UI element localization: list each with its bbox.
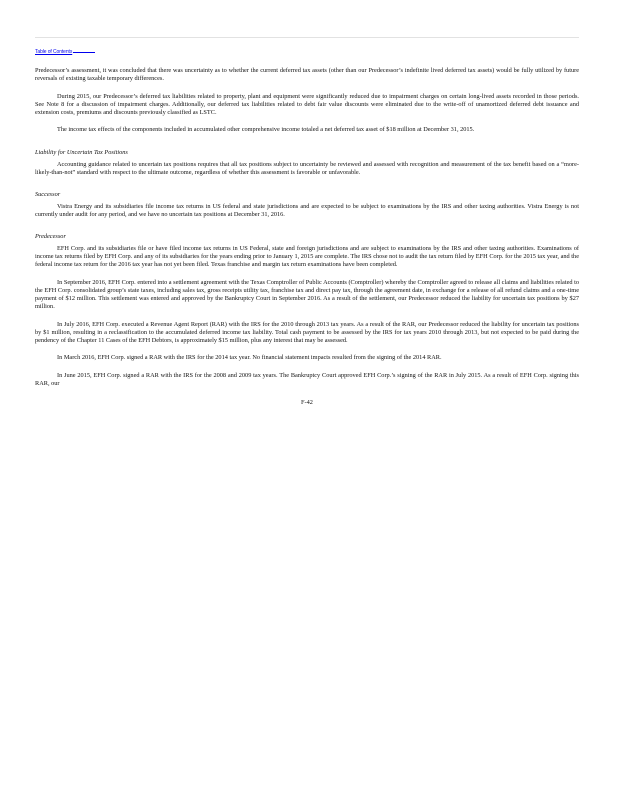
paragraph-rar-2010-2013: In July 2016, EFH Corp. executed a Revenue Agent Report (RAR) with the IRS for the 2010 through 2013 tax years. As a result of the RAR, our Predecessor reduced the liability for uncertain tax positions by $1 million, resulting in a reclassification to the accumulated deferred income tax liability. Total cash payment to be assessed by the IRS for tax years 2010 through 2013, but not expected to be paid during the pendency of the Chapter 11 Cases of the EFH Debtors, is approximately $15 million, plus any interest that may be assessed. <box>35 320 579 344</box>
table-of-contents-link[interactable]: Table of Contents <box>35 49 95 55</box>
heading-liability-uncertain-tax: Liability for Uncertain Tax Positions <box>35 148 128 156</box>
paragraph-accounting-guidance: Accounting guidance related to uncertain tax positions requires that all tax positions subject to uncertainty be reviewed and assessed with recognition and measurement of the tax benefit based on a “more-likely-than-not” standard with respect to the ultimate outcome, regardless of whether this assessment is favorable or unfavorable. <box>35 160 579 176</box>
paragraph-predecessor-returns: EFH Corp. and its subsidiaries file or have filed income tax returns in US Federal, state and foreign jurisdictions and are subject to examinations by the IRS and other taxing authorities. Examinations of income tax returns filed by EFH Corp. and any of its subsidiaries for the years ending prior to January 1, 2015 are complete. The IRS chose not to audit the tax return filed by EFH Corp. for the 2015 tax year, and the federal income tax return for the 2016 tax year has not yet been filed. Texas franchise and margin tax return examinations have been completed. <box>35 244 579 269</box>
paragraph-income-tax-effects: The income tax effects of the components included in accumulated other comprehensive income totaled a net deferred tax asset of $18 million at December 31, 2015. <box>57 126 475 134</box>
paragraph-comptroller-settlement: In September 2016, EFH Corp. entered into a settlement agreement with the Texas Comptroller of Public Accounts (Comptroller) whereby the Comptroller agreed to release all claims and liabilities related to the EFH Corp. consolidated group’s state taxes, including sales tax, gross receipts utility tax, franchise tax and direct pay tax, through the agreement date, in exchange for a release of all refund claims and a one-time payment of $12 million. This settlement was entered and approved by the Bankruptcy Court in September 2016. As a result of the settlement, our Predecessor reduced the liability for uncertain tax positions by $27 million. <box>35 278 579 310</box>
page-number: F-42 <box>301 399 313 407</box>
paragraph-predecessor-assessment: Predecessor’s assessment, it was concluded that there was uncertainty as to whether the current deferred tax assets (other than our Predecessor’s indefinite lived deferred tax assets) would be fully utilized by future reversals of existing taxable temporary differences. <box>35 67 579 83</box>
paragraph-rar-2008-2009: In June 2015, EFH Corp. signed a RAR with the IRS for the 2008 and 2009 tax years. The Bankruptcy Court approved EFH Corp.’s signing of the RAR in July 2015. As a result of EFH Corp. signing this RAR, our <box>35 371 579 388</box>
paragraph-rar-2014: In March 2016, EFH Corp. signed a RAR with the IRS for the 2014 tax year. No financial statement impacts resulted from the signing of the 2014 RAR. <box>57 354 442 362</box>
heading-predecessor: Predecessor <box>35 232 66 240</box>
document-page <box>35 36 579 406</box>
paragraph-successor: Vistra Energy and its subsidiaries file income tax returns in US federal and state jurisdictions and are expected to be subject to examinations by the IRS and other taxing authorities. Vistra Energy is not currently under audit for any period, and we have no uncertain tax positions at December 31, 2016. <box>35 202 579 218</box>
heading-successor: Successor <box>35 190 61 198</box>
paragraph-deferred-tax-liabilities: During 2015, our Predecessor’s deferred tax liabilities related to property, plant and equipment were significantly reduced due to impairment charges on certain long-lived assets recorded in those periods. See Note 8 for a discussion of impairment charges. Additionally, our deferred tax liabilities related to debt fair value discounts were eliminated due to the write-off of unamortized deferred debt issuance and extension costs, premiums and discounts previously classified as LSTC. <box>35 92 579 116</box>
